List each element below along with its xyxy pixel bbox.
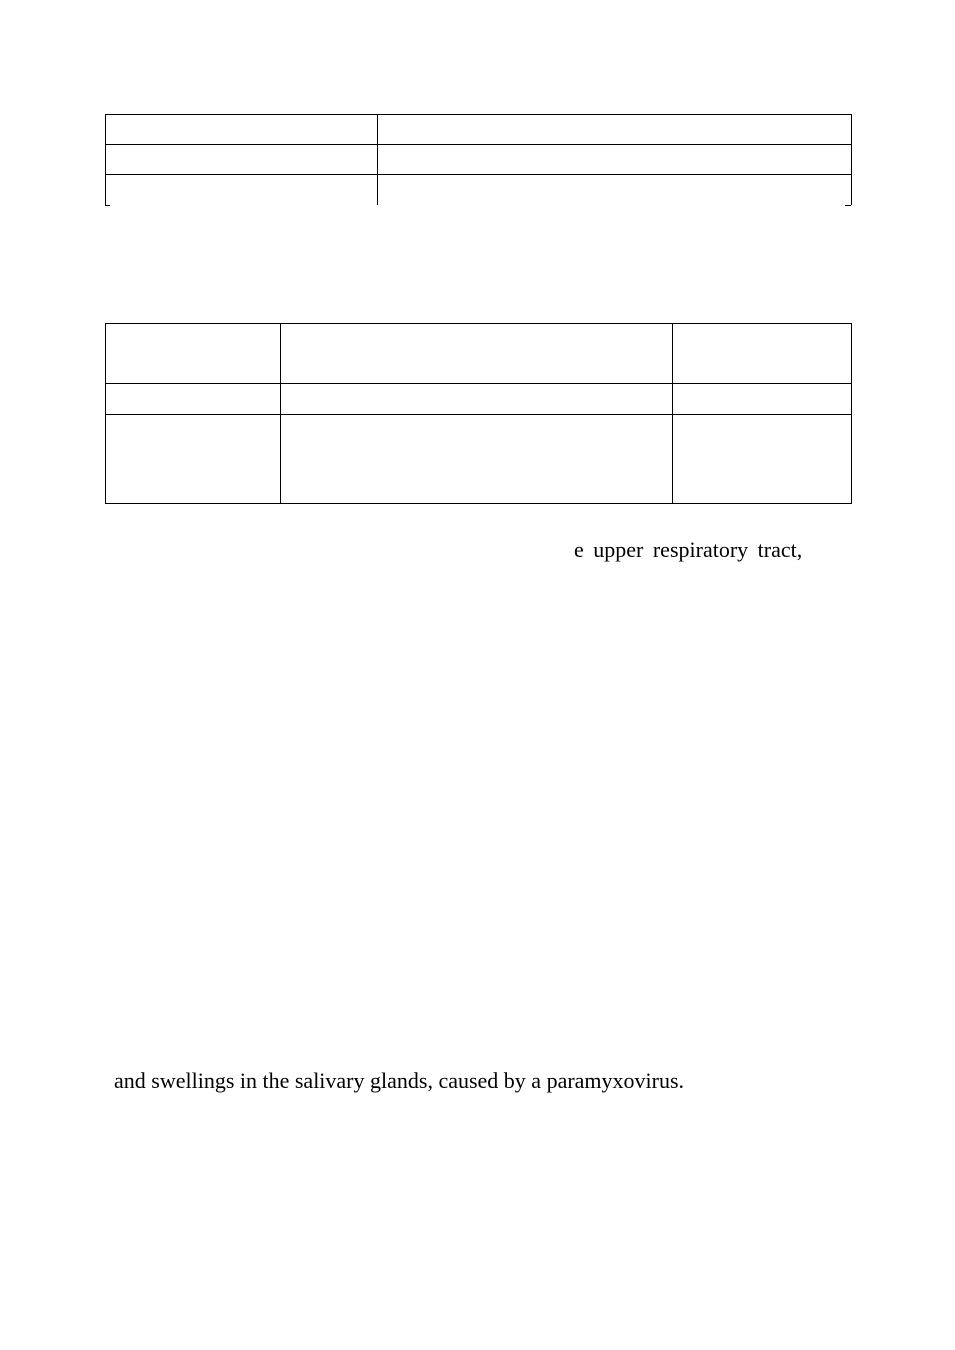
table-cut-mark-right xyxy=(845,200,851,206)
table-cell xyxy=(281,384,673,415)
table-cell xyxy=(106,384,281,415)
table-cell xyxy=(106,145,378,175)
table-cell xyxy=(106,115,378,145)
table-cell xyxy=(378,115,852,145)
middle-table xyxy=(105,323,852,504)
table-cell xyxy=(673,415,852,504)
table-row xyxy=(106,145,852,175)
table-row xyxy=(106,384,852,415)
table-cell xyxy=(281,324,673,384)
text-fragment-salivary-glands: and swellings in the salivary glands, caused by a paramyxovirus. xyxy=(114,1068,685,1093)
table-row xyxy=(106,324,852,384)
table-row xyxy=(106,415,852,504)
table-cell xyxy=(281,415,673,504)
table-cell xyxy=(673,384,852,415)
table-cell xyxy=(106,175,378,206)
top-table xyxy=(105,114,852,205)
table-cell xyxy=(106,324,281,384)
table-cell xyxy=(106,415,281,504)
table-row xyxy=(106,175,852,206)
table-cell xyxy=(378,175,852,206)
text-fragment-upper-respiratory: e upper respiratory tract, xyxy=(574,537,803,562)
table-row xyxy=(106,115,852,145)
table-cell xyxy=(673,324,852,384)
table-cut-mark-left xyxy=(105,200,110,206)
table-cell xyxy=(378,145,852,175)
